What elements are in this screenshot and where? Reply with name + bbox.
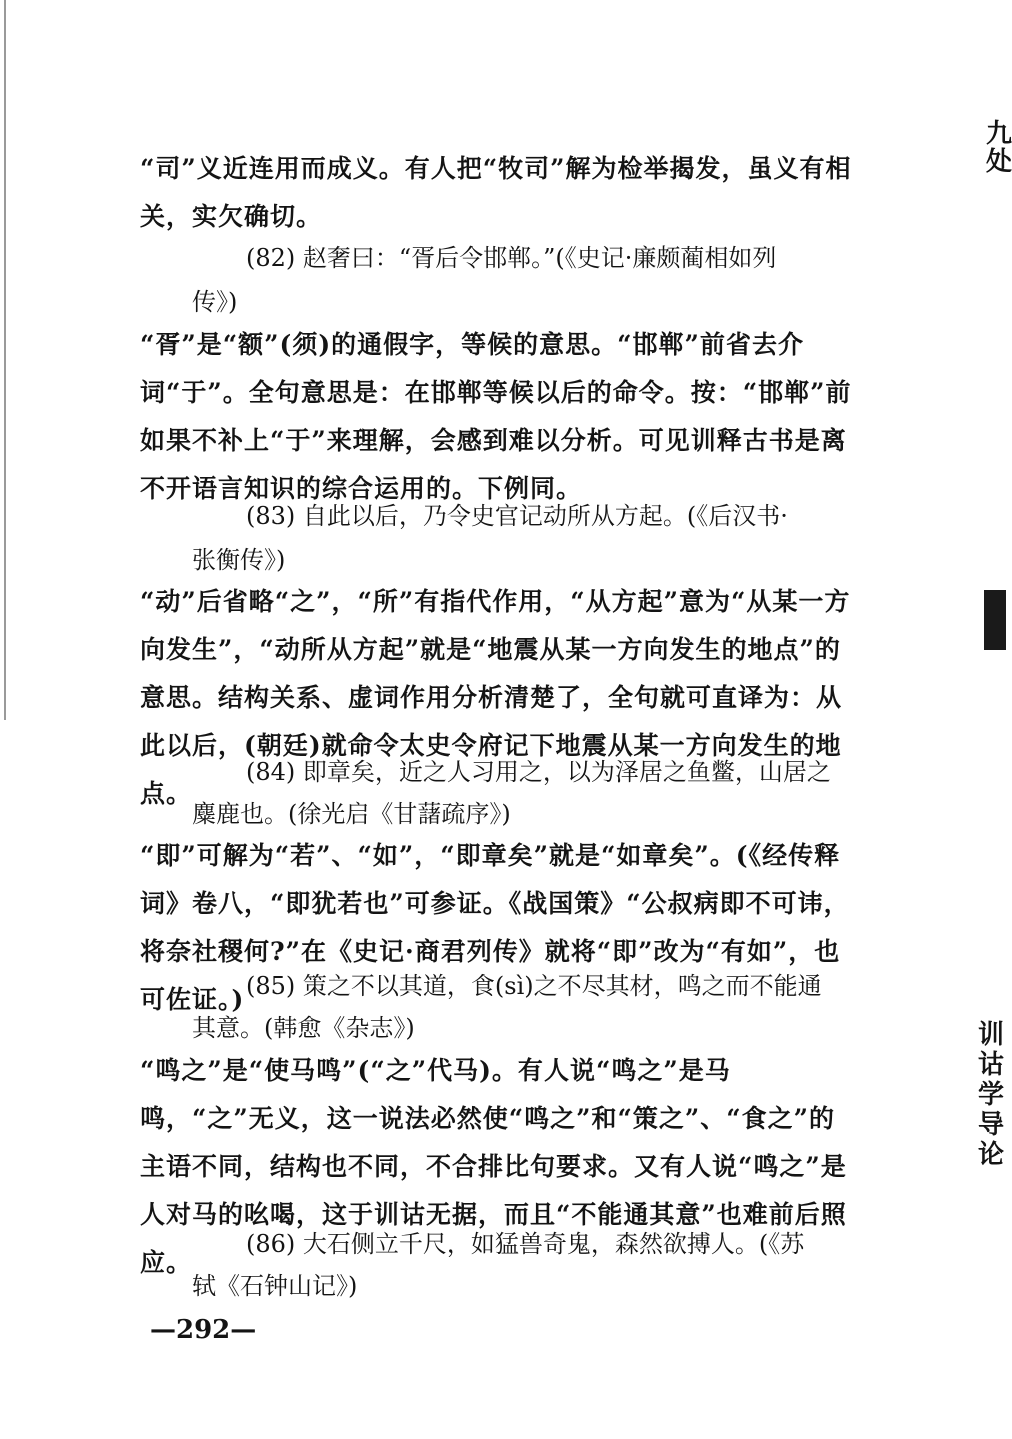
side-title-char: 训 [977,1020,1004,1050]
page-number: —292— [150,1315,257,1345]
paragraph-5: “鸣之”是“使马鸣”(“之”代马)。有人说“鸣之”是马鸣，“之”无义，这一说法必然使“鸣之”和“策之”、“食之”的主语不同，结构也不同，不合排比句要求。又有人说“鸣之”是人对马的吆喝，这于训诂无据，而且“不能通其意”也难前后照应。 [140,1056,847,1277]
side-title-char: 诂 [977,1050,1004,1080]
side-title-char: 学 [977,1080,1004,1110]
chapter-thumb-tab [984,590,1006,650]
side-title-char: 导 [977,1110,1004,1140]
example-85-line-1: (85) 策之不以其道，食(sì)之不尽其材，鸣之而不能通 [246,972,822,1000]
side-title-char: 论 [977,1140,1004,1170]
example-85-line-2: 其意。(韩愈《杂志》) [192,1014,415,1042]
example-84-line-2: 麋鹿也。(徐光启《甘藷疏序》) [192,800,511,828]
paragraph-2: “胥”是“额”(须)的通假字，等候的意思。“邯郸”前省去介词“于”。全句意思是：在邯郸等候以后的命令。按：“邯郸”前如果不补上“于”来理解，会感到难以分析。可见训释古书是离不开语言知识的综合运用的。下例同。 [140,330,852,503]
paragraph-3: “动”后省略“之”，“所”有指代作用，“从方起”意为“从某一方向发生”，“动所从方起”就是“地震从某一方向发生的地点”的意思。结构关系、虚词作用分析清楚了，全句就可直译为：从此以后，(朝廷)就命令太史令府记下地震从某一方向发生的地点。 [140,587,851,808]
paragraph-1: “司”义近连用而成义。有人把“牧司”解为检举揭发，虽义有相关，实欠确切。 [140,154,852,231]
example-82-line-2: 传》) [192,288,238,316]
example-83-line-1: (83) 自此以后，乃令史官记动所从方起。(《后汉书· [246,502,788,530]
side-book-title [976,1020,1006,1170]
example-86-line-2: 轼《石钟山记》) [192,1272,358,1300]
example-84-line-1: (84) 即章矣，近之人习用之，以为泽居之鱼鳖，山居之 [246,758,831,786]
example-86-line-1: (86) 大石侧立千尺，如猛兽奇鬼，森然欲搏人。(《苏 [246,1230,805,1258]
page-binding-edge [4,0,6,720]
example-82-line-1: (82) 赵奢曰：“胥后令邯郸。”(《史记·廉颇蔺相如列 [246,244,777,272]
example-83-line-2: 张衡传》) [192,546,286,574]
paragraph-4: “即”可解为“若”、“如”，“即章矣”就是“如章矣”。(《经传释词》卷八，“即犹若也”可参证。《战国策》“公叔病即不可讳，将奈社稷何?”在《史记·商君列传》就将“即”改为“有如”，也可佐证。) [140,841,850,1014]
side-header-mark: 九处 [986,119,1012,177]
